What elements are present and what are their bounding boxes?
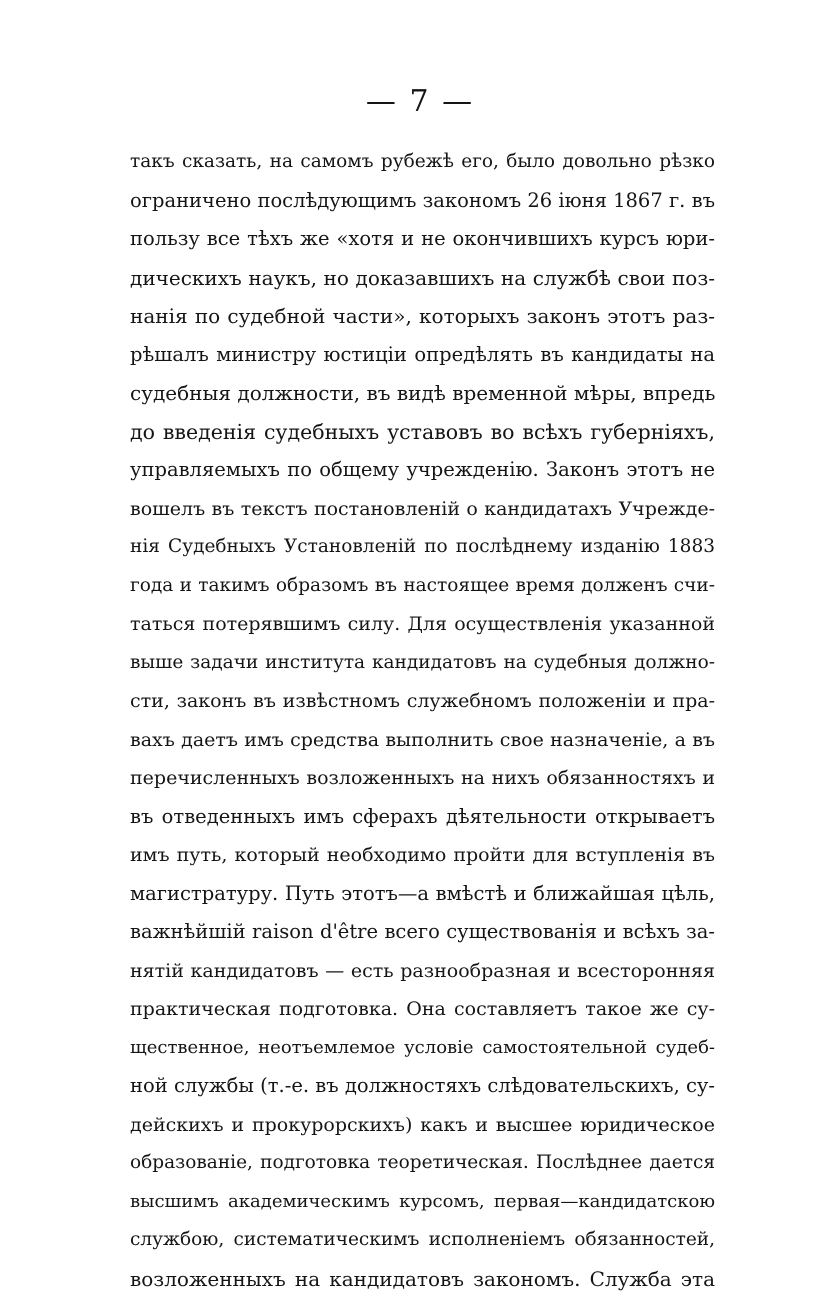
text-line: нія Судебныхъ Установленій по послѣднему изданію 1883 xyxy=(130,528,715,567)
text-line: возложенныхъ на кандидатовъ закономъ. Служба эта xyxy=(130,1260,715,1298)
text-line: дейскихъ и прокурорскихъ) какъ и высшее юридическое xyxy=(130,1106,715,1145)
text-line: года и такимъ образомъ въ настоящее время долженъ счи- xyxy=(130,567,715,606)
text-line: ограничено послѣдующимъ закономъ 26 іюня 1867 г. въ xyxy=(130,182,715,221)
text-line: такъ сказать, на самомъ рубежѣ его, было довольно рѣзко xyxy=(130,143,715,182)
body-text xyxy=(130,143,715,1298)
text-line: высшимъ академическимъ курсомъ, первая—кандидатскою xyxy=(130,1183,715,1222)
text-line: управляемыхъ по общему учрежденію. Законъ этотъ не xyxy=(130,451,715,490)
text-line: щественное, неотъемлемое условіе самостоятельной судеб- xyxy=(130,1029,715,1068)
text-line: вошелъ въ текстъ постановленій о кандидатахъ Учрежде- xyxy=(130,490,715,529)
text-line: до введенія судебныхъ уставовъ во всѣхъ губерніяхъ, xyxy=(130,413,715,452)
text-line: важнѣйшій raison d'être всего существованія и всѣхъ за- xyxy=(130,913,715,952)
text-line: перечисленныхъ возложенныхъ на нихъ обязанностяхъ и xyxy=(130,759,715,798)
text-line: нятій кандидатовъ — есть разнообразная и всесторонняя xyxy=(130,952,715,991)
page-number: — 7 — xyxy=(0,82,840,122)
text-line: магистратуру. Путь этотъ—а вмѣстѣ и ближайшая цѣль, xyxy=(130,875,715,914)
text-line: вахъ даетъ имъ средства выполнить свое назначеніе, а въ xyxy=(130,721,715,760)
text-line: пользу все тѣхъ же «хотя и не окончившихъ курсъ юри- xyxy=(130,220,715,259)
text-line: судебныя должности, въ видѣ временной мѣры, впредь xyxy=(130,374,715,413)
text-line: практическая подготовка. Она составляетъ такое же су- xyxy=(130,990,715,1029)
text-line: нанія по судебной части», которыхъ законъ этотъ раз- xyxy=(130,297,715,336)
text-line: рѣшалъ министру юстиціи опредѣлять въ кандидаты на xyxy=(130,336,715,375)
text-line: имъ путь, который необходимо пройти для вступленія въ xyxy=(130,836,715,875)
text-line: въ отведенныхъ имъ сферахъ дѣятельности открываетъ xyxy=(130,798,715,837)
text-line: сти, законъ въ извѣстномъ служебномъ положеніи и пра- xyxy=(130,682,715,721)
text-line: ной службы (т.-е. въ должностяхъ слѣдовательскихъ, су- xyxy=(130,1067,715,1106)
text-line: таться потерявшимъ силу. Для осуществленія указанной xyxy=(130,605,715,644)
text-line: дическихъ наукъ, но доказавшихъ на службѣ свои поз- xyxy=(130,259,715,298)
text-line: образованіе, подготовка теоретическая. Послѣднее дается xyxy=(130,1144,715,1183)
text-line: службою, систематическимъ исполненіемъ обязанностей, xyxy=(130,1221,715,1260)
text-line: выше задачи института кандидатовъ на судебныя должно- xyxy=(130,644,715,683)
